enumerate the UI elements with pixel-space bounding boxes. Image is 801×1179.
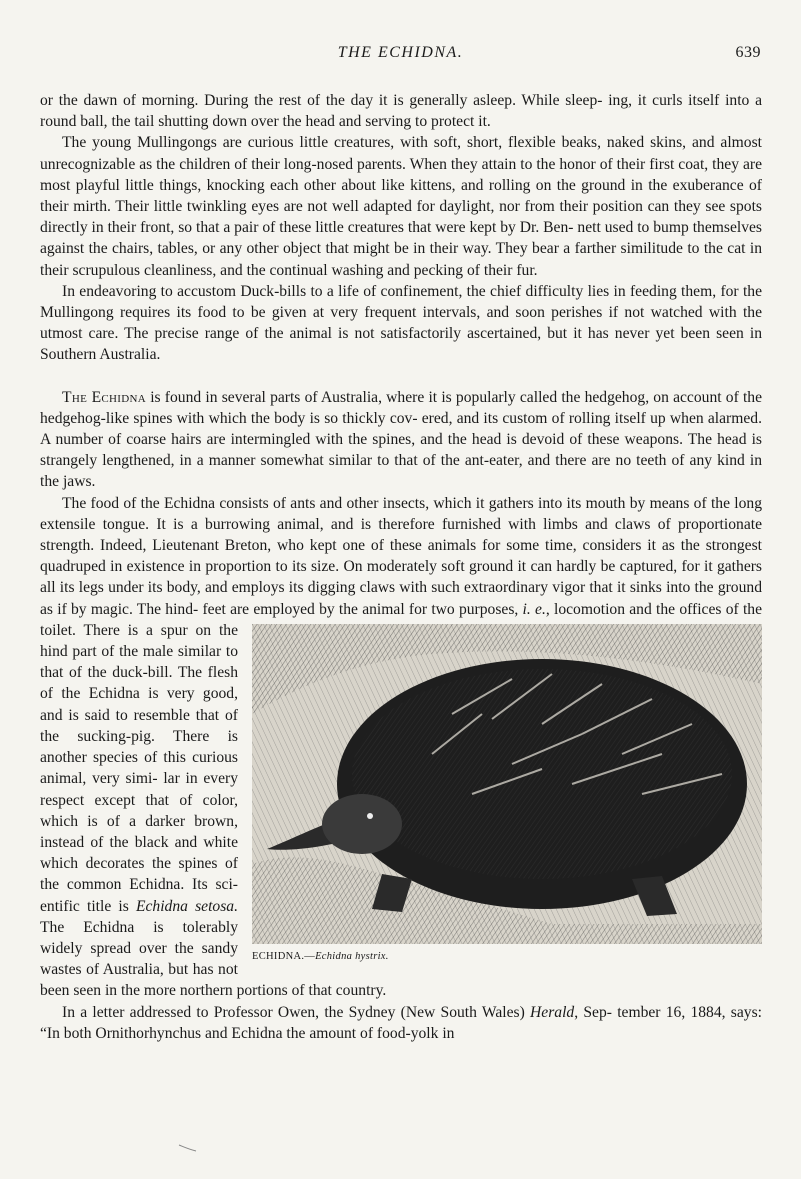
paragraph-owen-letter	[40, 1002, 762, 1044]
paragraph-echidna-intro-text: is found in several parts of Australia, where it is popularly called the hedgehog, on account of the hedgehog-like spines with which the body is so thickly cov- ered, and its custom of rolling itself up when alarmed. A number of coarse hairs are intermingled with the spines, and the head is devoid of these weapons. The head is strangely lengthened, in a manner somewhat similar to that of the ant-eater, and there are no teeth of any kind in the jaws.	[40, 388, 763, 491]
section-lead: The Echidna	[62, 388, 146, 406]
paragraph-young-mullingongs: The young Mullingongs are curious little creatures, with soft, short, flexible beaks, naked skins, and almost unrecognizable as the children of their long-nosed parents. When they attain to the honor of their first coat, they are most playful little things, knocking each other about like kittens, and rolling on the ground in the exuberance of their mirth. Their little twinkling eyes are not well adapted for daylight, nor from their position can they see spots directly in their front, so that a pair of these little creatures that were kept by Dr. Ben- nett used to bump themselves against the chairs, tables, or any other object that might be in their way. They bear a farther similitude to the cat in their scrupulous cleanliness, and the continual washing and pecking of their fur.	[40, 134, 762, 279]
paragraph-food-text: The food of the Echidna consists of ants and other insects, which it gathers into its mouth by means of the long extensile tongue. It is a burrowing animal, and is therefore furnished with limbs and claws of proportionate strength. Indeed, Lieutenant Breton, who kept one of these animals for some time, considers it as the strongest quadruped in existence in proportion to its size. On moderately soft ground it can hardly be captured, for it gathers all its legs under its body, and employs its digging claws with such extraordinary vigor that it sinks into the ground as if by magic. The hind- feet are employed by the animal for two purposes,	[40, 494, 762, 618]
paragraph-echidna-intro	[40, 387, 762, 493]
paragraph-food	[40, 493, 762, 1002]
paragraph-dawn: or the dawn of morning. During the rest of the day it is generally asleep. While sleep- ing, it curls itself into a round ball, the tail shutting down over the head and serving to protect it.	[40, 92, 762, 131]
echidna-engraving	[252, 624, 762, 944]
page-number: 639	[735, 44, 761, 61]
paragraph-confinement: In endeavoring to accustom Duck-bills to a life of confinement, the chief difficulty lies in feeding them, for the Mullingong requires its food to be given at very frequent intervals, and soon perishes if not watched with the utmost care. The precise range of the animal is not satisfactorily ascertained, but it has never yet been seen in Southern Australia.	[40, 282, 762, 364]
caption-latin: Echidna hystrix.	[315, 950, 389, 962]
species-name: Echidna setosa.	[135, 897, 238, 915]
echidna-figure	[252, 624, 762, 963]
ink-mark	[178, 1143, 198, 1153]
owen-letter-start: In a letter addressed to Professor Owen, the Sydney (New South Wales)	[62, 1003, 531, 1021]
paragraph-spur-text: , locomotion and the offices of the toilet. There is a spur on the hind part of the male similar to that of the duck-bill. The flesh of the Echidna is very good, and is said to resemble that of the sucking-pig. There is another species of this curious animal, very simi- lar in every respect except that of color, which is of a darker brown, instead of the black and white which decorates the spines of the common Echidna. Its sci- entific title is	[40, 600, 762, 915]
owen-letter-end: , Sep- tember 16, 1884, says: “In both Ornithorhynchus and Echidna the amount of food-yolk in	[40, 1003, 762, 1042]
hindfeet-ie: i. e.	[522, 600, 546, 618]
running-title: THE ECHIDNA.	[337, 44, 464, 61]
body-text	[40, 90, 762, 1044]
caption-name: ECHIDNA.—	[252, 950, 316, 962]
figure-caption	[252, 951, 389, 962]
page-header	[40, 44, 761, 66]
paragraph-range-text: The Echidna is tolerably widely spread over the sandy wastes of Australia, but has not been seen in the more northern portions of that country.	[40, 918, 387, 1000]
newspaper-name: Herald	[530, 1003, 575, 1021]
